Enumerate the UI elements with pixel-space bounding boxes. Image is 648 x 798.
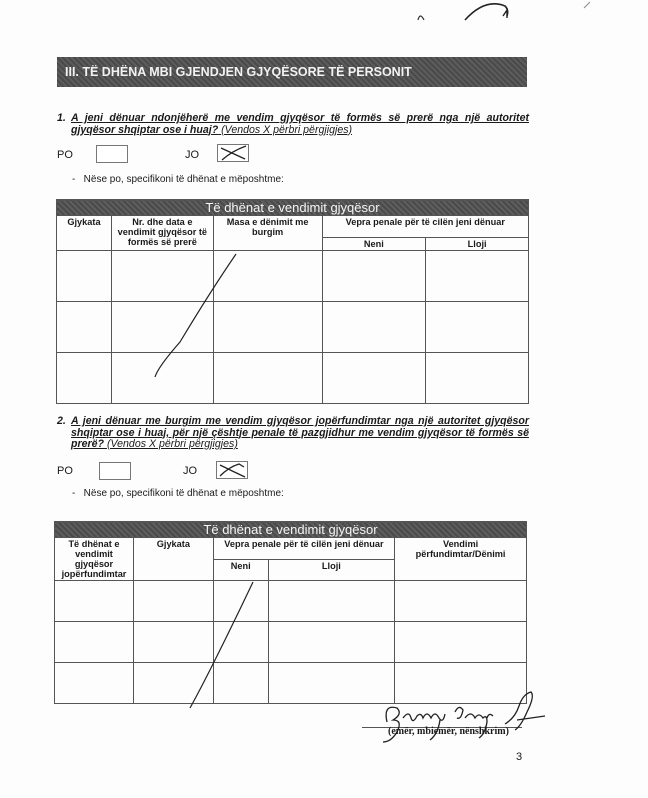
col-nr-data: Nr. dhe data e vendimit gjyqësor të formës së prerë (111, 216, 213, 251)
col-gjykata: Gjykata (57, 216, 112, 251)
question-2-hint: (Vendos X përbri përgjigjes) (106, 438, 238, 450)
x-mark-icon (217, 462, 247, 478)
q2-note: - Nëse po, specifikoni të dhënat e mëposhtme: (72, 488, 284, 499)
handwritten-mark (410, 0, 610, 22)
question-1-number: 1. (57, 112, 66, 124)
col-vepra: Vepra penale për të cilën jeni dënuar (322, 216, 529, 238)
question-1-text: A jeni dënuar ndonjëherë me vendim gjyqësor të formës së prerë nga një autoritet gjyqësor shqiptar ose i huaj? (71, 112, 529, 136)
table-row (55, 581, 527, 622)
question-2 (57, 416, 529, 451)
question-2-text: A jeni dënuar me burgim me vendim gjyqësor jopërfundimtar nga një autoritet gjyqësor shqiptar ose i huaj, për një çështje penale të pazgjidhur me vendim gjyqësor të formës së prerë? (71, 415, 529, 450)
section-header: III. TË DHËNA MBI GJENDJEN GJYQËSORE TË PERSONIT (57, 57, 527, 87)
q1-no-label: JO (185, 149, 200, 161)
col-lloji: Lloji (268, 559, 395, 581)
table-row (55, 622, 527, 663)
col-lloji: Lloji (426, 238, 529, 251)
q2-yes-checkbox[interactable] (99, 462, 131, 480)
table-row (57, 302, 529, 353)
question-2-number: 2. (57, 415, 66, 427)
col-neni: Neni (322, 238, 426, 251)
table-1-title: Të dhënat e vendimit gjyqësor (57, 200, 529, 216)
col-te-dhenat: Të dhënat e vendimit gjyqësor jopërfundimtar (55, 538, 134, 581)
court-decision-table-2 (54, 521, 527, 704)
table-row (57, 251, 529, 302)
q1-yes-label: PO (57, 149, 73, 161)
q1-yes-checkbox[interactable] (96, 145, 128, 163)
col-masa: Masa e dënimit me burgim (213, 216, 322, 251)
table-row (57, 353, 529, 404)
question-1-hint: (Vendos X përbri përgjigjes) (221, 123, 353, 136)
page-number: 3 (516, 751, 523, 763)
col-neni: Neni (213, 559, 268, 581)
q1-note: - Nëse po, specifikoni të dhënat e mëposhtme: (72, 174, 284, 185)
x-mark-icon (218, 145, 248, 161)
question-1 (57, 113, 529, 136)
court-decision-table-1 (56, 199, 529, 404)
q2-no-checkbox[interactable] (216, 461, 248, 479)
strike-through-line (185, 580, 260, 715)
col-vendimi: Vendimi përfundimtar/Dënimi (395, 538, 527, 581)
col-vepra: Vepra penale për të cilën jeni dënuar (213, 538, 394, 560)
table-2-title: Të dhënat e vendimit gjyqësor (55, 522, 527, 538)
q2-yes-label: PO (57, 465, 73, 477)
signature-caption: (emër, mbiemër, nënshkrim) (388, 726, 509, 737)
q2-no-label: JO (183, 465, 198, 477)
strike-through-line (150, 252, 240, 382)
q1-no-checkbox[interactable] (217, 144, 249, 162)
col-gjykata: Gjykata (133, 538, 213, 581)
